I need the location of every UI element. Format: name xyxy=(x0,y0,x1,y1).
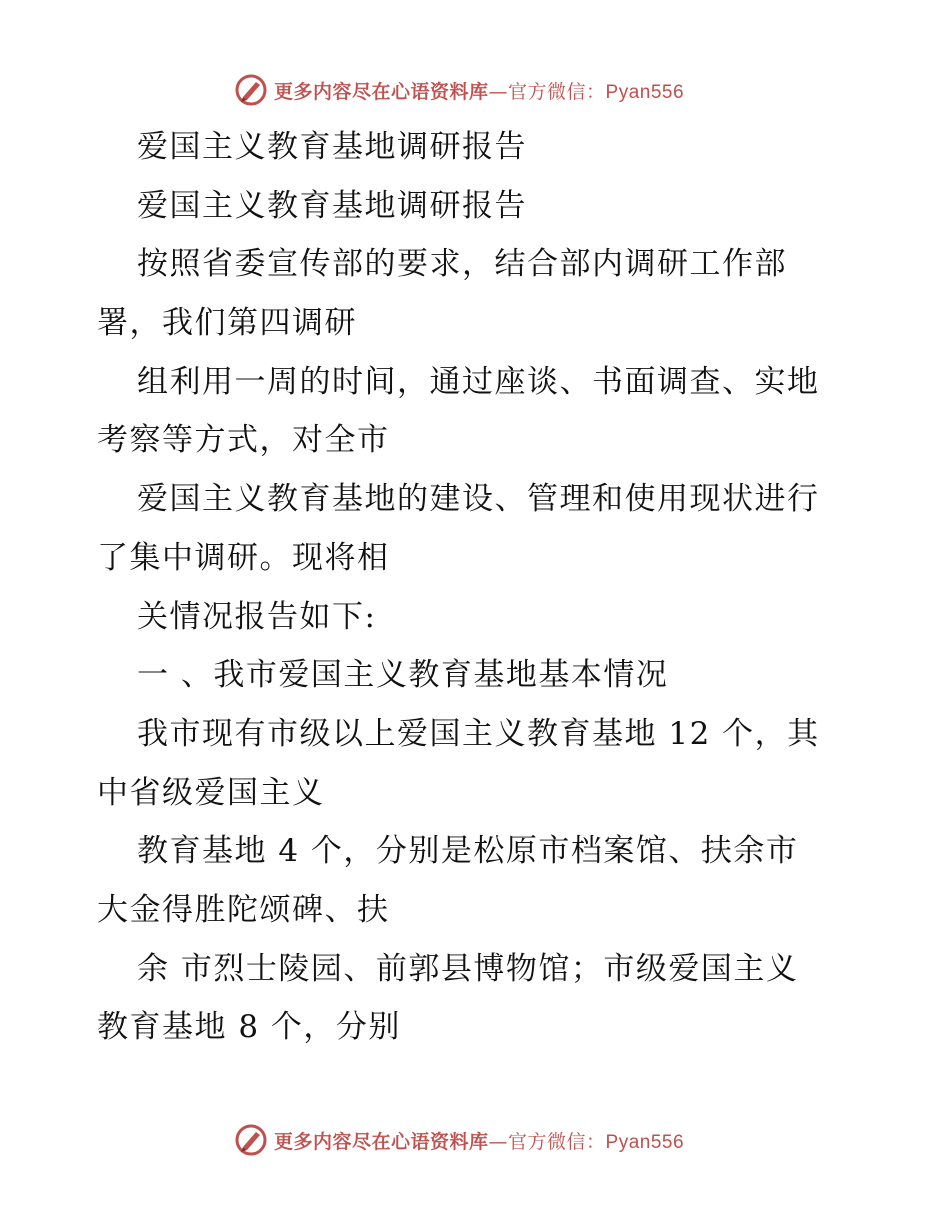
banner-wechat-id: Pyan556 xyxy=(605,81,685,103)
paragraph-line: 中省级爱国主义 xyxy=(97,774,325,811)
banner-brand: 更多内容尽在心语资料库 xyxy=(274,1130,489,1153)
banner-text xyxy=(274,77,684,104)
paragraph-line: 考察等方式，对全市 xyxy=(97,422,390,459)
banner-dash: — xyxy=(488,80,509,103)
paragraph-line: 署，我们第四调研 xyxy=(97,305,357,342)
paragraph-line: 组利用一周的时间，通过座谈、书面调查、实地 xyxy=(137,363,820,400)
paragraph-line: 我市现有市级以上爱国主义教育基地 12 个，其 xyxy=(137,715,820,752)
paragraph-line: 教育基地 4 个，分别是松原市档案馆、扶余市 xyxy=(137,833,799,870)
paragraph-line: 了集中调研。现将相 xyxy=(97,539,390,576)
banner-text xyxy=(274,1127,684,1154)
footer-banner xyxy=(234,1122,734,1158)
banner-official-label: 官方微信： xyxy=(508,1130,606,1153)
pen-circle-logo-icon xyxy=(234,73,268,107)
banner-dash: — xyxy=(488,1130,509,1153)
paragraph-line: 余 市烈士陵园、前郭县博物馆；市级爱国主义 xyxy=(137,950,799,987)
paragraph-line: 爱国主义教育基地的建设、管理和使用现状进行 xyxy=(137,481,820,518)
doc-title-repeat: 爱国主义教育基地调研报告 xyxy=(137,187,527,224)
paragraph-line: 教育基地 8 个，分别 xyxy=(97,1009,401,1046)
document-body xyxy=(97,118,857,1057)
paragraph-line: 按照省委宣传部的要求，结合部内调研工作部 xyxy=(137,246,787,283)
paragraph-line: 关情况报告如下: xyxy=(137,598,377,635)
header-banner xyxy=(234,72,734,108)
paragraph-line: 大金得胜陀颂碑、扶 xyxy=(97,891,390,928)
doc-title: 爱国主义教育基地调研报告 xyxy=(137,129,527,165)
banner-official-label: 官方微信： xyxy=(508,80,606,103)
banner-brand: 更多内容尽在心语资料库 xyxy=(274,80,489,103)
banner-wechat-id: Pyan556 xyxy=(605,1131,685,1153)
section-heading: 一 、我市爱国主义教育基地基本情况 xyxy=(137,657,669,694)
pen-circle-logo-icon xyxy=(234,1123,268,1157)
